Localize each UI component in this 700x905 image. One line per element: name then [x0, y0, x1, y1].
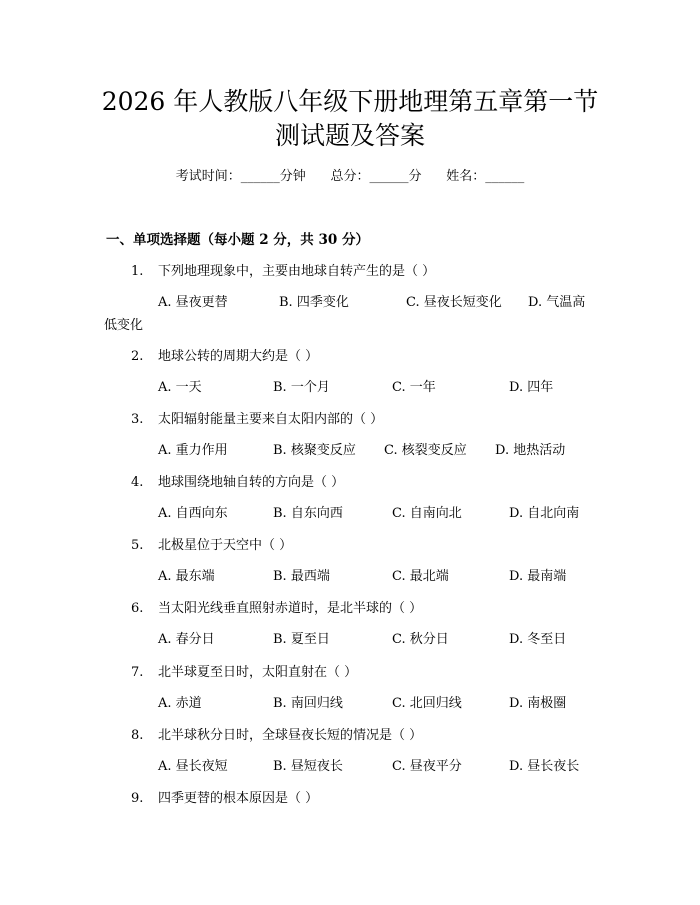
section-heading: 一、单项选择题（每小题 2 分，共 30 分）	[106, 232, 369, 248]
option-b: B. 自东向西	[273, 506, 343, 521]
option-c: C. 秋分日	[392, 632, 449, 647]
document-title-line-2: 测试题及答案	[274, 121, 425, 150]
option-d: D. 地热活动	[495, 443, 566, 458]
option-c: C. 昼夜平分	[392, 759, 462, 774]
option-b: B. 核聚变反应	[273, 443, 356, 458]
question-number: 7.	[131, 665, 144, 680]
question-number: 6.	[131, 601, 144, 616]
question-stem: 地球围绕地轴自转的方向是（ ）	[158, 475, 345, 490]
option-d: D. 自北向南	[509, 506, 580, 521]
option-b: B. 夏至日	[273, 632, 330, 647]
option-c: C. 最北端	[392, 569, 449, 584]
question-stem: 北半球秋分日时，全球昼夜长短的情况是（ ）	[158, 728, 423, 743]
option-a: A. 重力作用	[158, 443, 228, 458]
option-a: A. 昼长夜短	[158, 759, 228, 774]
question-number: 1.	[131, 264, 144, 279]
question-stem: 北极星位于天空中（ ）	[158, 538, 293, 553]
option-d: D. 昼长夜长	[509, 759, 580, 774]
option-a: A. 春分日	[158, 632, 215, 647]
question-stem: 当太阳光线垂直照射赤道时，是北半球的（ ）	[158, 601, 423, 616]
option-c: C. 北回归线	[392, 696, 462, 711]
question-number: 5.	[131, 538, 144, 553]
question-number: 9.	[131, 791, 144, 806]
option-c: C. 核裂变反应	[384, 443, 467, 458]
option-d-continuation: 低变化	[104, 318, 144, 333]
option-c: C. 一年	[392, 380, 436, 395]
option-d: D. 气温高	[528, 295, 586, 310]
option-a: A. 昼夜更替	[158, 295, 228, 310]
option-a: A. 自西向东	[158, 506, 228, 521]
option-b: B. 昼短夜长	[273, 759, 343, 774]
option-c: C. 昼夜长短变化	[406, 295, 502, 310]
question-number: 2.	[131, 349, 144, 364]
option-b: B. 最西端	[273, 569, 330, 584]
option-a: A. 最东端	[158, 569, 215, 584]
option-d: D. 最南端	[509, 569, 567, 584]
document-title-line-1: 2026 年人教版八年级下册地理第五章第一节	[101, 87, 599, 116]
option-c: C. 自南向北	[392, 506, 462, 521]
question-stem: 下列地理现象中，主要由地球自转产生的是（ ）	[158, 264, 436, 279]
option-d: D. 四年	[509, 380, 554, 395]
question-stem: 地球公转的周期大约是（ ）	[158, 349, 319, 364]
option-d: D. 冬至日	[509, 632, 567, 647]
question-number: 8.	[131, 728, 144, 743]
option-d: D. 南极圈	[509, 696, 567, 711]
question-stem: 太阳辐射能量主要来自太阳内部的（ ）	[158, 412, 384, 427]
question-number: 3.	[131, 412, 144, 427]
option-a: A. 一天	[158, 380, 202, 395]
option-a: A. 赤道	[158, 696, 202, 711]
option-b: B. 一个月	[273, 380, 330, 395]
question-stem: 北半球夏至日时，太阳直射在（ ）	[158, 665, 358, 680]
exam-meta-line: 考试时间：______分钟 总分：______分 姓名：______	[175, 169, 525, 184]
option-b: B. 南回归线	[273, 696, 343, 711]
option-b: B. 四季变化	[279, 295, 349, 310]
question-stem: 四季更替的根本原因是（ ）	[158, 791, 319, 806]
question-number: 4.	[131, 475, 144, 490]
